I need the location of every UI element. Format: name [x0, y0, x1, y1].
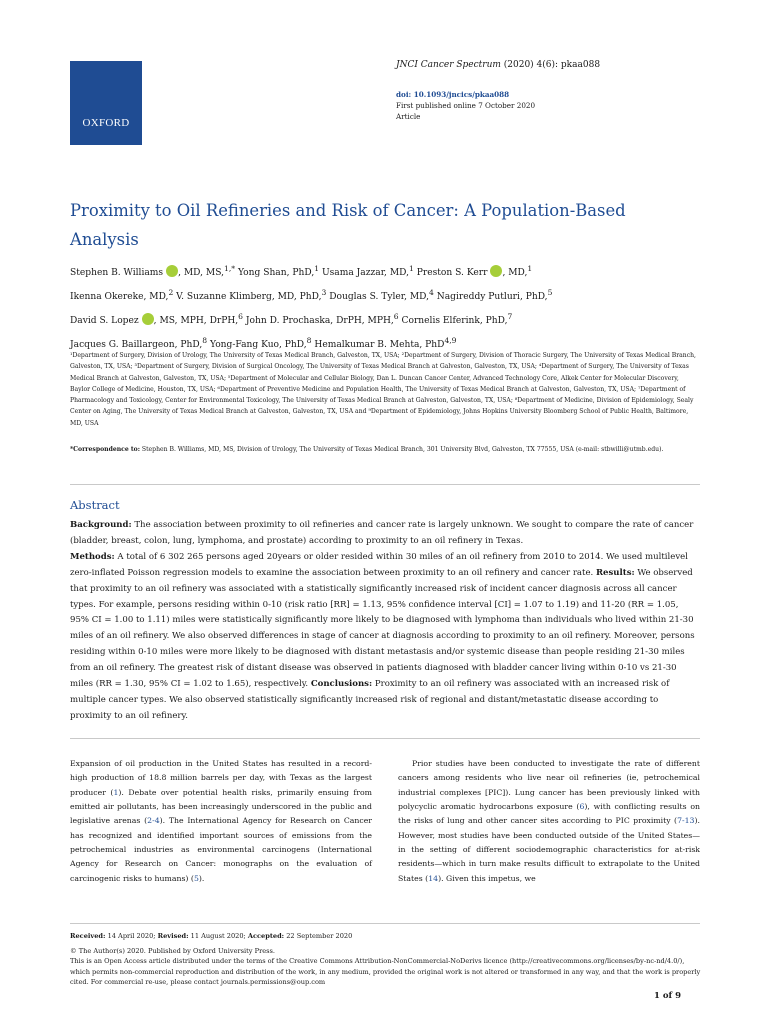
received-date: 14 April 2020;	[105, 932, 158, 940]
author-affiliation-mark: 1,*	[224, 264, 236, 273]
accepted-date: 22 September 2020	[284, 932, 353, 940]
correspondence-text: Stephen B. Williams, MD, MS, Division of Urology, The University of Texas Medical Branch, 301 University Blvd, Galveston, TX 77555, USA (e-mail: stbwilli@utmb.edu).	[140, 446, 664, 453]
author-name[interactable]: Douglas S. Tyler, MD,	[329, 292, 430, 303]
orcid-icon[interactable]	[166, 265, 178, 277]
article-type: Article	[396, 112, 421, 121]
divider	[70, 738, 700, 739]
author	[209, 336, 312, 351]
text: ), with conflicting results on the risks of lung and other cancer sites according to PIC proximity (	[398, 802, 700, 826]
author-name[interactable]: Nagireddy Putluri, PhD,	[436, 292, 548, 303]
author-affiliation-mark: 1	[409, 264, 414, 273]
journal-volume: (2020) 4(6): pkaa088	[500, 60, 601, 70]
received-label: Received:	[70, 932, 106, 940]
accepted-label: Accepted:	[247, 932, 285, 940]
affiliations: ¹Department of Surgery, Division of Urology, The University of Texas Medical Branch, Galveston, TX, USA; ²Department of Surgery, Division of Thoracic Surgery, The University of Texas Medical Branch, Galveston, TX, USA; ³Department of Surgery, Division of Surgical Oncology, The University of Texas Medical Branch at Galveston, Galveston, TX, USA; ⁴Department of Surgery, The University of Texas Medical Branch at Galveston, Galveston, TX, USA; ⁵Department of Molecular and Cellular Biology, Dan L. Duncan Cancer Center, Advanced Technology Core, Alkek Center for Molecular Discovery, Baylor College of Medicine, Houston, TX, USA; ⁶Department of Preventive Medicine and Population Health, The University of Texas Medical Branch at Galveston, Galveston, TX, USA; ⁷Department of Pharmacology and Toxicology, Center for Environmental Toxicology, The University of Texas Medical Branch at Galveston, Galveston, TX, USA; ⁸Department of Medicine, Division of Epidemiology, Sealy Center on Aging, The University of Texas Medical Branch at Galveston, Galveston, TX, USA and ⁹Department of Epidemiology, Johns Hopkins University Bloomberg School of Public Health, Baltimore, MD, USA	[70, 352, 696, 427]
author-name[interactable]: John D. Prochaska, DrPH, MPH,	[245, 316, 394, 327]
author-name[interactable]: Usama Jazzar, MD,	[321, 268, 410, 279]
author-affiliation-mark: 7	[507, 312, 513, 322]
article-meta	[396, 89, 535, 122]
author	[436, 288, 553, 303]
revised-label: Revised:	[157, 932, 189, 940]
text: ). However, most studies have been conducted outside of the United States—in the setting of different sociodemographic characteristics for at-risk residents—which in turn make results difficult to extrapolate to the United States (	[398, 816, 700, 883]
reference-link[interactable]: 2-4	[147, 816, 160, 826]
author-name[interactable]: Yong-Fang Kuo, PhD,	[209, 340, 307, 351]
conclusions-label: Conclusions:	[310, 679, 373, 690]
body-column-left	[70, 757, 372, 886]
author-affiliation-mark: 8	[202, 336, 208, 346]
author-name[interactable]: Cornelis Elferink, PhD,	[401, 316, 508, 327]
author	[70, 336, 208, 351]
reference-link[interactable]: 5	[193, 873, 199, 883]
divider	[70, 484, 700, 485]
reference-link[interactable]: 1	[113, 787, 119, 797]
page-number: 1 of 9	[654, 991, 682, 1001]
author	[245, 312, 399, 327]
correspondence	[70, 444, 700, 455]
revised-date: 11 August 2020;	[188, 932, 248, 940]
author-affiliation-mark: 4,9	[444, 336, 457, 346]
reference-link[interactable]: 6	[579, 802, 585, 812]
published-date: First published online 7 October 2020	[396, 101, 536, 110]
text: ). Given this impetus, we	[438, 873, 536, 883]
author-name[interactable]: Jacques G. Baillargeon, PhD,	[70, 340, 203, 351]
correspondence-label: *Correspondence to:	[70, 446, 140, 453]
background-text: The association between proximity to oil refineries and cancer rate is largely unknown. We sought to compare the rate of cancer (bladder, breast, colon, lung, lymphoma, and prostate) according to proximity to an oil refinery in Texas.	[70, 520, 694, 546]
author-name[interactable]: Preston S. Kerr	[416, 268, 488, 279]
orcid-icon[interactable]	[490, 265, 502, 277]
author-list	[70, 259, 730, 355]
background-label: Background:	[70, 520, 132, 530]
results-text: We observed that proximity to an oil refinery was associated with a statistically significantly increased risk of incident cancer diagnosis across all cancer types. For example, persons residing within 0-10 (risk ratio [RR] = 1.13, 95% confidence interval [CI] = 1.07 to 1.19) and 11-20 (RR = 1.05, 95% CI = 1.00 to 1.11) miles were statistically significantly more likely to be diagnosed with lymphoma than individuals who lived within 21-30 miles of an oil refinery. We also observed differences in stage of cancer at diagnosis according to proximity to an oil refinery. Moreover, persons residing within 0-10 miles were more likely to be diagnosed with distant metastasis and/or systemic disease than people residing 21-30 miles from an oil refinery. The greatest risk of distant disease was observed in patients diagnosed with bladder cancer living within 0-10 vs 21-30 miles (RR = 1.30, 95% CI = 1.02 to 1.65), respectively.	[70, 567, 695, 690]
author-degrees: , MD,	[502, 268, 528, 279]
author	[70, 312, 243, 327]
author-degrees: , MD, MS,	[178, 268, 225, 279]
author	[329, 288, 434, 303]
text: ).	[198, 873, 205, 883]
author-name[interactable]: Yong Shan, PhD,	[237, 268, 315, 279]
paragraph	[70, 757, 372, 886]
reference-link[interactable]: 14	[428, 873, 439, 883]
copyright: © The Author(s) 2020. Published by Oxford University Press.	[70, 946, 275, 955]
text: ). The International Agency for Research on Cancer has recognized and identified important sources of emissions from the petrochemical industries as environmental carcinogens (International Agency for Research on Cancer: monographs on the evaluation of carcinogenic risks to humans) (	[70, 816, 372, 883]
author-affiliation-mark: 3	[321, 288, 327, 298]
text: Prior studies have been conducted to investigate the rate of different cancers among residents who live near oil refineries (ie, petrochemical industrial complexes [PIC]). Lung cancer has been previously linked with polycyclic aromatic hydrocarbons exposure (	[398, 759, 700, 812]
author	[237, 264, 320, 279]
journal-name: JNCI Cancer Spectrum	[396, 60, 501, 70]
oxford-logo: OXFORD	[70, 61, 142, 145]
conclusions-text: Proximity to an oil refinery was associated with an increased risk of multiple cancer types. We also observed statistically significantly increased risk of regional and distant/metastatic disease according to proximity to an oil refinery.	[70, 679, 670, 721]
author	[401, 312, 513, 327]
paragraph	[398, 757, 700, 886]
reference-link[interactable]: 7-13	[677, 816, 695, 826]
author-name[interactable]: Hemalkumar B. Mehta, PhD	[314, 340, 445, 351]
author	[70, 264, 236, 279]
author	[176, 288, 327, 303]
abstract-body	[70, 518, 700, 725]
article-title: Proximity to Oil Refineries and Risk of Cancer: A Population-Based Analysis	[70, 201, 626, 249]
doi-link[interactable]: doi: 10.1093/jncics/pkaa088	[396, 90, 510, 99]
author-affiliation-mark: 1	[527, 264, 533, 273]
author-name[interactable]: V. Suzanne Klimberg, MD, PhD,	[176, 292, 322, 303]
author-affiliation-mark: 6	[238, 312, 243, 322]
author-affiliation-mark: 6	[393, 312, 399, 322]
results-label: Results:	[595, 567, 635, 578]
author	[314, 336, 457, 351]
author	[321, 264, 414, 279]
author-name[interactable]: Stephen B. Williams	[70, 268, 164, 279]
methods-text: A total of 6 302 265 persons aged 20years or older resided within 30 miles of an oil refinery from 2010 to 2014. We used multilevel zero-inflated Poisson regression models to examine the association between proximity to an oil refinery and cancer rate.	[70, 551, 688, 578]
body-column-right	[398, 757, 700, 886]
article-dates	[70, 931, 702, 942]
author-name[interactable]: Ikenna Okereke, MD,	[70, 292, 169, 303]
license-text: This is an Open Access article distributed under the terms of the Creative Commons Attribution-NonCommercial-NoDerivs licence (http://creativecommons.org/licenses/by-nc-nd/4.0/), which permits non-commercial reproduction and distribution of the work, in any medium, provided the original work is not altered or transformed in any way, and that the work is properly cited. For commercial re-use, please contact journals.permissions@oup.com	[70, 957, 701, 986]
abstract-heading: Abstract	[70, 498, 120, 512]
journal-citation	[396, 60, 600, 70]
text: Expansion of oil production in the United States has resulted in a record-high production of 18.8 million barrels per day, with Texas as the largest producer (	[70, 759, 372, 797]
author-affiliation-mark: 1	[314, 264, 320, 273]
methods-label: Methods:	[70, 551, 115, 562]
author-degrees: , MS, MPH, DrPH,	[153, 316, 239, 327]
footer	[70, 931, 702, 988]
author-affiliation-mark: 8	[306, 336, 312, 346]
author	[70, 288, 174, 303]
author-affiliation-mark: 4	[429, 288, 434, 298]
divider	[70, 923, 700, 924]
author-name[interactable]: David S. Lopez	[70, 316, 139, 327]
author-affiliation-mark: 2	[168, 288, 174, 298]
author	[416, 264, 533, 279]
orcid-icon[interactable]	[142, 313, 154, 325]
text: ). Debate over potential health risks, primarily ensuing from emitted air pollutants, has been increasingly underscored in the public and legislative arenas (	[70, 787, 372, 826]
author-affiliation-mark: 5	[547, 288, 553, 298]
